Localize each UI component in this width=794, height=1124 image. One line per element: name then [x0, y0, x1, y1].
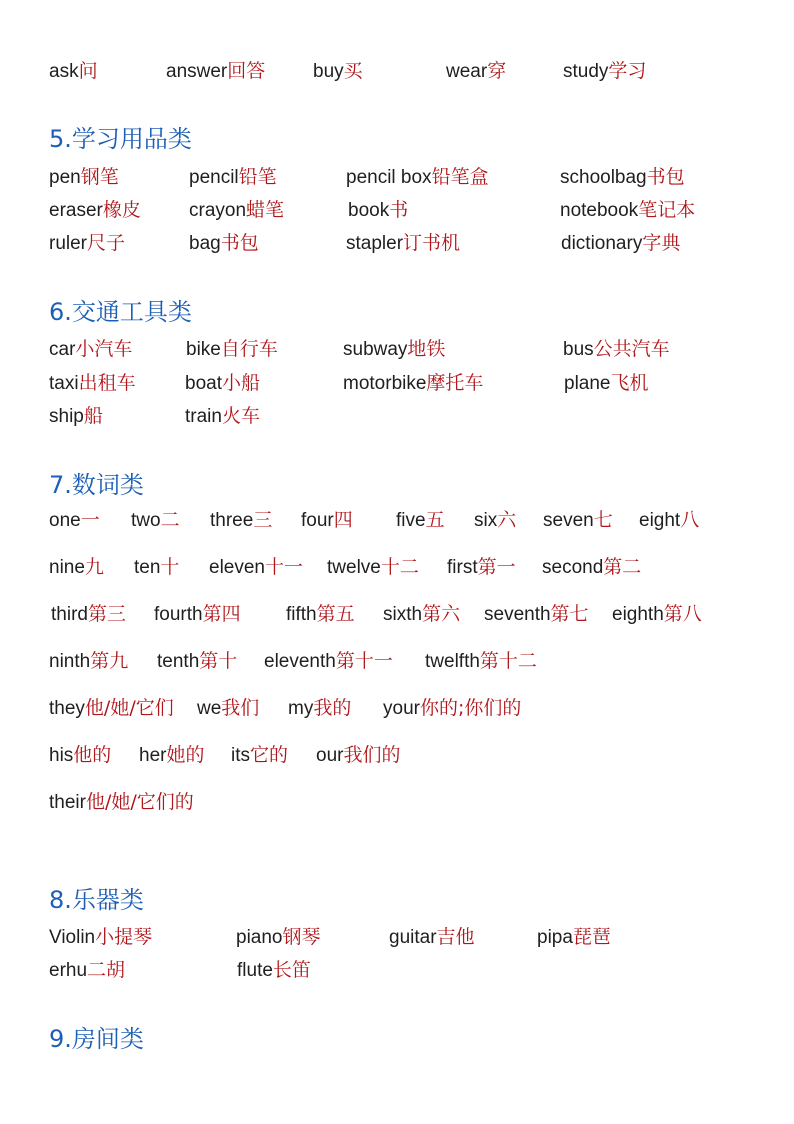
section-heading-stationery: 5.学习用品类: [49, 125, 192, 153]
vocab-item: third第三: [51, 603, 126, 625]
vocab-item: seven七: [543, 509, 613, 531]
section-heading-numerals: 7.数词类: [49, 471, 144, 499]
vocab-item: dictionary字典: [561, 232, 681, 254]
vocab-item: one一: [49, 509, 100, 531]
vocab-item: book书: [348, 199, 409, 221]
vocab-item: fifth第五: [286, 603, 355, 625]
vocab-item: car小汽车: [49, 338, 133, 360]
vocab-item: seventh第七: [484, 603, 589, 625]
vocab-item: boat小船: [185, 372, 260, 394]
vocab-item: sixth第六: [383, 603, 461, 625]
vocab-item: two二: [131, 509, 180, 531]
vocab-item: Violin小提琴: [49, 926, 153, 948]
vocab-item: eighth第八: [612, 603, 702, 625]
vocab-item: motorbike摩托车: [343, 372, 484, 394]
vocab-item: buy买: [313, 60, 363, 82]
vocab-item: eight八: [639, 509, 700, 531]
vocab-item: twelfth第十二: [425, 650, 537, 672]
vocab-item: train火车: [185, 405, 260, 427]
vocab-item: bike自行车: [186, 338, 278, 360]
vocab-item: ten十: [134, 556, 180, 578]
vocab-item: second第二: [542, 556, 642, 578]
vocab-item: his他的: [49, 744, 112, 766]
vocab-item: twelve十二: [327, 556, 419, 578]
vocab-item: three三: [210, 509, 273, 531]
vocab-item: stapler订书机: [346, 232, 461, 254]
vocab-item: first第一: [447, 556, 516, 578]
vocab-item: four四: [301, 509, 353, 531]
vocab-item: erhu二胡: [49, 959, 126, 981]
vocab-item: fourth第四: [154, 603, 241, 625]
vocab-item: guitar吉他: [389, 926, 475, 948]
vocab-item: six六: [474, 509, 517, 531]
section-heading-rooms: 9.房间类: [49, 1025, 144, 1053]
vocab-item: they他/她/它们: [49, 697, 174, 719]
vocab-item: subway地铁: [343, 338, 446, 360]
vocab-item: its它的: [231, 744, 289, 766]
vocab-item: ask问: [49, 60, 98, 82]
vocab-item: five五: [396, 509, 445, 531]
section-heading-instruments: 8.乐器类: [49, 886, 144, 914]
vocab-item: ninth第九: [49, 650, 129, 672]
vocab-item: crayon蜡笔: [189, 199, 285, 221]
vocab-item: taxi出租车: [49, 372, 136, 394]
section-heading-transport: 6.交通工具类: [49, 298, 192, 326]
vocab-item: pencil铅笔: [189, 166, 277, 188]
vocab-item: piano钢琴: [236, 926, 321, 948]
vocab-item: notebook笔记本: [560, 199, 696, 221]
vocab-item: pipa琵琶: [537, 926, 611, 948]
vocab-item: wear穿: [446, 60, 507, 82]
vocab-item: pen钢笔: [49, 166, 119, 188]
vocab-item: bus公共汽车: [563, 338, 670, 360]
vocab-item: study学习: [563, 60, 647, 82]
vocab-item: pencil box铅笔盒: [346, 166, 489, 188]
vocab-item: your你的;你们的: [383, 697, 522, 719]
vocab-item: schoolbag书包: [560, 166, 685, 188]
vocab-item: eraser橡皮: [49, 199, 141, 221]
vocab-item: their他/她/它们的: [49, 791, 194, 813]
vocab-item: answer回答: [166, 60, 266, 82]
vocab-item: nine九: [49, 556, 104, 578]
vocab-item: tenth第十: [157, 650, 238, 672]
vocab-item: eleven十一: [209, 556, 304, 578]
vocab-item: ruler尺子: [49, 232, 126, 254]
vocab-item: eleventh第十一: [264, 650, 393, 672]
vocab-item: bag书包: [189, 232, 259, 254]
vocab-item: her她的: [139, 744, 205, 766]
vocab-item: flute长笛: [237, 959, 311, 981]
vocab-item: we我们: [197, 697, 260, 719]
vocab-item: our我们的: [316, 744, 401, 766]
vocab-item: ship船: [49, 405, 103, 427]
vocab-item: plane飞机: [564, 372, 649, 394]
vocab-item: my我的: [288, 697, 352, 719]
